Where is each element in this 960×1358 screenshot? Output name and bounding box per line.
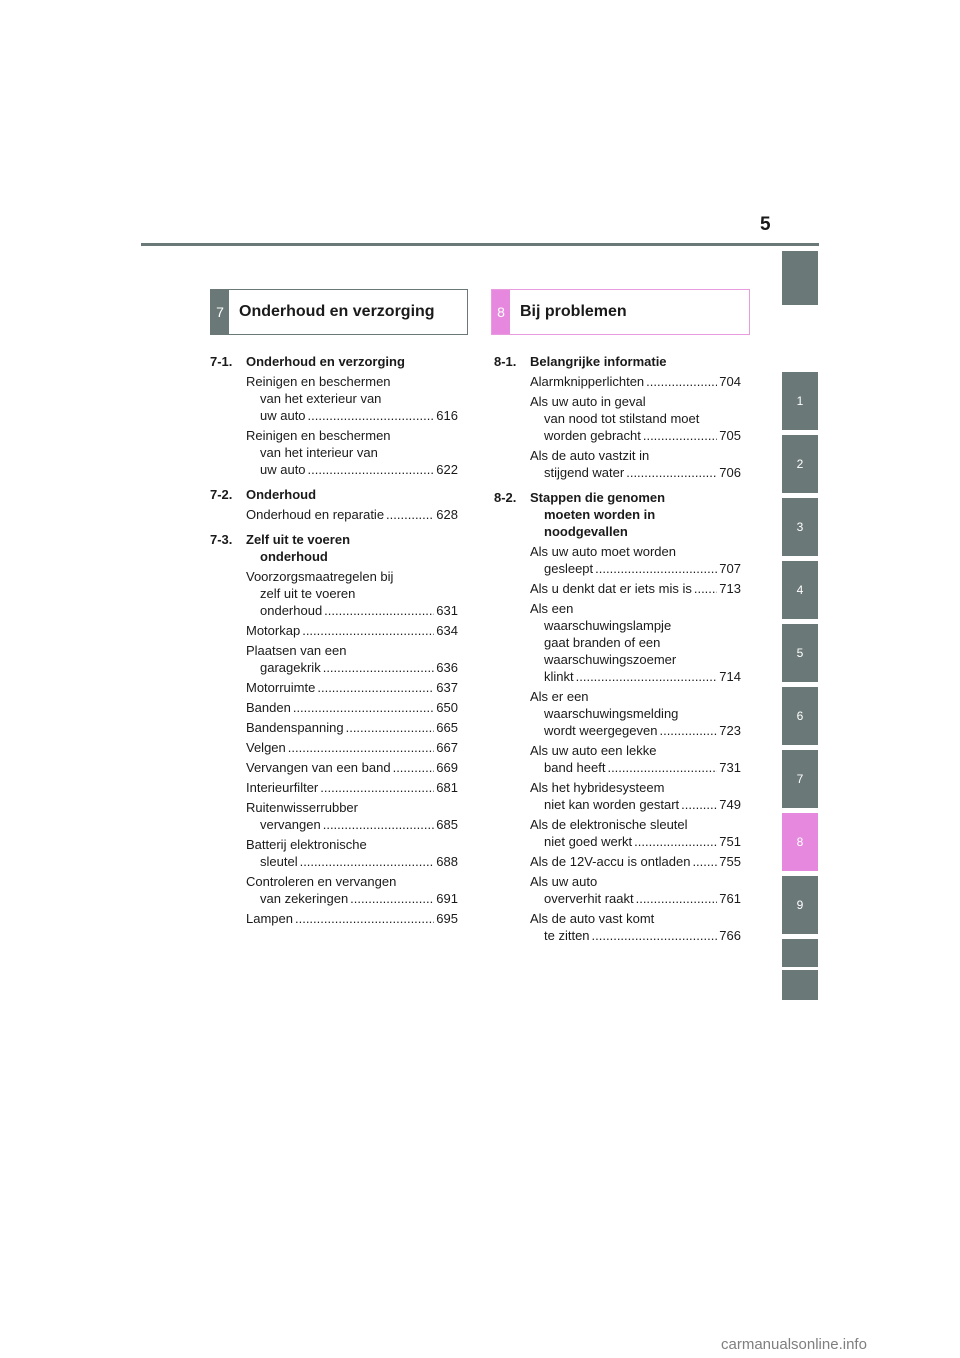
toc-entry[interactable] [530,853,741,870]
toc-entry-line: Interieurfilter [246,780,319,795]
toc-entry[interactable] [530,543,741,577]
toc-entry[interactable] [530,373,741,390]
toc-entry-last-line [530,890,741,907]
toc-section-title-line: Onderhoud en verzorging [246,354,405,369]
toc-entry-line: worden gebracht [544,428,641,443]
toc-entry-last-line [246,659,458,676]
side-tab-chapter-3[interactable]: 3 [782,498,818,556]
toc-dot-leader [592,927,718,944]
toc-entry-last-line [246,719,458,736]
toc-entry-line: Voorzorgsmaatregelen bij [246,569,394,584]
toc-entry[interactable] [246,910,458,927]
toc-dot-leader [317,679,434,696]
toc-entry-page: 707 [719,561,741,576]
toc-dot-leader [393,759,435,776]
toc-entry-page: 622 [436,462,458,477]
toc-entry-line: van het interieur van [260,445,378,460]
toc-entry-page: 691 [436,891,458,906]
toc-entry-line: stijgend water [544,465,625,480]
toc-entry-line: Als het hybridesysteem [530,780,665,795]
chapter-7-toc [210,353,458,935]
toc-entry[interactable] [246,622,458,639]
toc-entry-line: klinkt [544,669,574,684]
toc-section-title [530,353,741,370]
side-tab-chapter-8[interactable]: 8 [782,813,818,871]
watermark: carmanualsonline.info [721,1336,867,1353]
toc-entry-line: Motorkap [246,623,301,638]
toc-entry-last-line [246,506,458,523]
toc-entry-page: 731 [719,760,741,775]
toc-entry-line: Alarmknipperlichten [530,374,645,389]
toc-entry[interactable] [246,373,458,424]
toc-entry-page: 766 [719,928,741,943]
toc-entry-page: 751 [719,834,741,849]
toc-entry-line: Als de auto vast komt [530,911,655,926]
toc-section-title-line: Zelf uit te voeren [246,532,351,547]
toc-entry-line: Als er een [530,689,589,704]
toc-entry-line: waarschuwingszoemer [544,652,677,667]
toc-entry-page: 705 [719,428,741,443]
toc-entry-line: Batterij elektronische [246,837,367,852]
side-tab-blank[interactable] [782,939,818,967]
toc-entry-last-line [246,622,458,639]
chapter-7-number: 7 [211,290,229,334]
toc-entry-line: Als uw auto een lekke [530,743,657,758]
toc-entry-line: Als de 12V-accu is ontladen [530,854,691,869]
toc-section-number: 8-2. [494,490,517,505]
toc-entry[interactable] [530,393,741,444]
toc-entry-line: Als u denkt dat er iets mis is [530,581,692,596]
toc-entry-page: 685 [436,817,458,832]
toc-dot-leader [295,910,434,927]
toc-entry-line: sleutel [260,854,298,869]
toc-entry-line: Plaatsen van een [246,643,347,658]
toc-entry-last-line [246,699,458,716]
toc-entry-line: Als uw auto [530,874,598,889]
toc-entry-page: 681 [436,780,458,795]
toc-dot-leader [681,796,717,813]
toc-entry[interactable] [530,580,741,597]
toc-entry-page: 637 [436,680,458,695]
toc-entry-last-line [246,890,458,907]
toc-entry-page: 650 [436,700,458,715]
toc-entry-page: 713 [719,581,741,596]
toc-dot-leader [300,853,435,870]
toc-entry-line: Vervangen van een band [246,760,391,775]
toc-dot-leader [324,602,434,619]
toc-entry-line: gaat branden of een [544,635,661,650]
toc-section-title-line: moeten worden in [544,507,656,522]
toc-entry-line: garagekrik [260,660,321,675]
toc-entry-last-line [530,560,741,577]
toc-entry-page: 636 [436,660,458,675]
toc-entry-last-line [246,910,458,927]
side-tab-chapter-9[interactable]: 9 [782,876,818,934]
toc-entry-line: Onderhoud en reparatie [246,507,385,522]
toc-section-heading [210,531,458,565]
side-tab-chapter-1[interactable]: 1 [782,372,818,430]
toc-dot-leader [659,722,717,739]
toc-entry[interactable] [246,642,458,676]
toc-section-title-line: Belangrijke informatie [530,354,667,369]
toc-entry-line: Motorruimte [246,680,316,695]
toc-dot-leader [646,373,717,390]
toc-entry-line: oververhit raakt [544,891,634,906]
toc-entry[interactable] [246,506,458,523]
toc-entry-page: 628 [436,507,458,522]
toc-entry[interactable] [246,568,458,619]
toc-section [210,353,458,478]
toc-entry-page: 669 [436,760,458,775]
toc-dot-leader [634,833,717,850]
toc-section-title [246,486,458,503]
toc-section-heading [210,486,458,503]
toc-section-title-line: Stappen die genomen [530,490,666,505]
toc-entry-page: 695 [436,911,458,926]
toc-entry-last-line [530,796,741,813]
toc-entry-line: Velgen [246,740,286,755]
toc-entry-last-line [530,927,741,944]
toc-dot-leader [288,739,435,756]
toc-entry-line: niet goed werkt [544,834,633,849]
toc-dot-leader [643,427,717,444]
toc-dot-leader [386,506,434,523]
side-tab-blank[interactable] [782,970,818,1000]
toc-section-number: 7-1. [210,354,233,369]
chapter-8-header [491,289,750,335]
toc-entry[interactable] [246,779,458,796]
toc-entry[interactable] [530,779,741,813]
toc-section-heading [494,353,741,370]
toc-dot-leader [323,659,435,676]
toc-entry-page: 665 [436,720,458,735]
toc-entry-line: uw auto [260,462,306,477]
toc-section-title [530,489,741,540]
toc-dot-leader [346,719,435,736]
toc-entry-line: wordt weergegeven [544,723,658,738]
toc-section-heading [494,489,741,540]
toc-dot-leader [607,759,717,776]
toc-dot-leader [636,890,718,907]
toc-dot-leader [350,890,434,907]
toc-entry-last-line [530,427,741,444]
side-tab-chapter-4[interactable]: 4 [782,561,818,619]
toc-entry[interactable] [246,759,458,776]
toc-entry-line: Banden [246,700,291,715]
toc-entry-line: Als de elektronische sleutel [530,817,688,832]
header-rule [141,243,819,246]
toc-entry-last-line [530,580,741,597]
side-tab-blank[interactable] [782,251,818,305]
toc-entry-last-line [530,464,741,481]
toc-section-title-line: Onderhoud [246,487,317,502]
toc-entry-line: van nood tot stilstand moet [544,411,700,426]
toc-entry-page: 667 [436,740,458,755]
toc-section [494,353,741,481]
toc-entry[interactable] [246,799,458,833]
toc-entry-page: 616 [436,408,458,423]
toc-entry-line: band heeft [544,760,606,775]
toc-entry-last-line [530,833,741,850]
toc-entry-line: van het exterieur van [260,391,382,406]
side-tab-chapter-2[interactable]: 2 [782,435,818,493]
toc-entry-line: onderhoud [260,603,323,618]
toc-section-title [246,353,458,370]
toc-dot-leader [308,461,435,478]
toc-entry-page: 634 [436,623,458,638]
toc-entry-last-line [530,853,741,870]
toc-entry-last-line [530,373,741,390]
toc-entry-line: Ruitenwisserrubber [246,800,358,815]
toc-dot-leader [694,580,717,597]
toc-entry[interactable] [246,699,458,716]
toc-entry-last-line [246,779,458,796]
toc-entry[interactable] [246,427,458,478]
toc-entry-last-line [246,602,458,619]
toc-dot-leader [320,779,434,796]
toc-entry-line: Reinigen en beschermen [246,428,391,443]
toc-section-title [246,531,458,565]
toc-entry-page: 723 [719,723,741,738]
toc-section [210,486,458,523]
toc-entry-line: waarschuwingslampje [544,618,672,633]
toc-entry-page: 631 [436,603,458,618]
toc-entry[interactable] [246,836,458,870]
toc-entry-line: van zekeringen [260,891,349,906]
toc-dot-leader [323,816,435,833]
toc-entry[interactable] [246,719,458,736]
side-tab-chapter-5[interactable]: 5 [782,624,818,682]
toc-dot-leader [302,622,434,639]
toc-section [494,489,741,944]
toc-entry-last-line [246,759,458,776]
toc-entry-line: vervangen [260,817,321,832]
toc-entry-line: waarschuwingsmelding [544,706,679,721]
toc-dot-leader [595,560,717,577]
toc-entry-line: uw auto [260,408,306,423]
toc-section-number: 7-2. [210,487,233,502]
chapter-8-number: 8 [492,290,510,334]
page-number: 5 [760,214,771,235]
toc-entry[interactable] [246,873,458,907]
chapter-7-header [210,289,468,335]
toc-entry-line: Als uw auto in geval [530,394,646,409]
toc-entry-line: Als uw auto moet worden [530,544,676,559]
toc-entry-line: gesleept [544,561,594,576]
toc-entry[interactable] [530,873,741,907]
toc-dot-leader [308,407,435,424]
toc-dot-leader [293,699,434,716]
toc-entry-page: 755 [719,854,741,869]
toc-entry-line: Reinigen en beschermen [246,374,391,389]
toc-entry-page: 761 [719,891,741,906]
side-tab-chapter-7[interactable]: 7 [782,750,818,808]
toc-entry-line: Als de auto vastzit in [530,448,650,463]
toc-dot-leader [576,668,718,685]
toc-entry-page: 749 [719,797,741,812]
chapter-8-toc [494,353,741,952]
toc-entry-line: niet kan worden gestart [544,797,680,812]
toc-entry[interactable] [530,600,741,685]
toc-section-number: 7-3. [210,532,233,547]
toc-entry-page: 706 [719,465,741,480]
toc-entry-last-line [246,739,458,756]
chapter-8-title: Bij problemen [520,303,627,320]
toc-entry-line: Controleren en vervangen [246,874,397,889]
toc-section-title-line: onderhoud [260,549,328,564]
toc-entry-line: Lampen [246,911,293,926]
toc-entry-last-line [246,679,458,696]
side-tab-chapter-6[interactable]: 6 [782,687,818,745]
toc-section-number: 8-1. [494,354,517,369]
toc-entry[interactable] [530,447,741,481]
toc-entry-page: 704 [719,374,741,389]
toc-dot-leader [626,464,717,481]
toc-section-title-line: noodgevallen [544,524,628,539]
toc-entry-last-line [530,759,741,776]
toc-entry[interactable] [530,910,741,944]
toc-entry-line: Bandenspanning [246,720,344,735]
toc-entry-last-line [530,668,741,685]
toc-entry-line: zelf uit te voeren [260,586,356,601]
toc-entry[interactable] [530,816,741,850]
toc-entry-line: Als een [530,601,574,616]
toc-section [210,531,458,927]
toc-entry-last-line [246,461,458,478]
toc-entry-last-line [246,853,458,870]
toc-entry[interactable] [246,739,458,756]
chapter-7-title: Onderhoud en verzorging [239,303,435,320]
toc-entry[interactable] [530,742,741,776]
toc-entry-last-line [246,407,458,424]
toc-entry-line: te zitten [544,928,590,943]
toc-entry-page: 714 [719,669,741,684]
toc-entry-last-line [530,722,741,739]
toc-entry[interactable] [246,679,458,696]
toc-dot-leader [692,853,717,870]
toc-entry-last-line [246,816,458,833]
toc-entry-page: 688 [436,854,458,869]
toc-entry[interactable] [530,688,741,739]
toc-section-heading [210,353,458,370]
